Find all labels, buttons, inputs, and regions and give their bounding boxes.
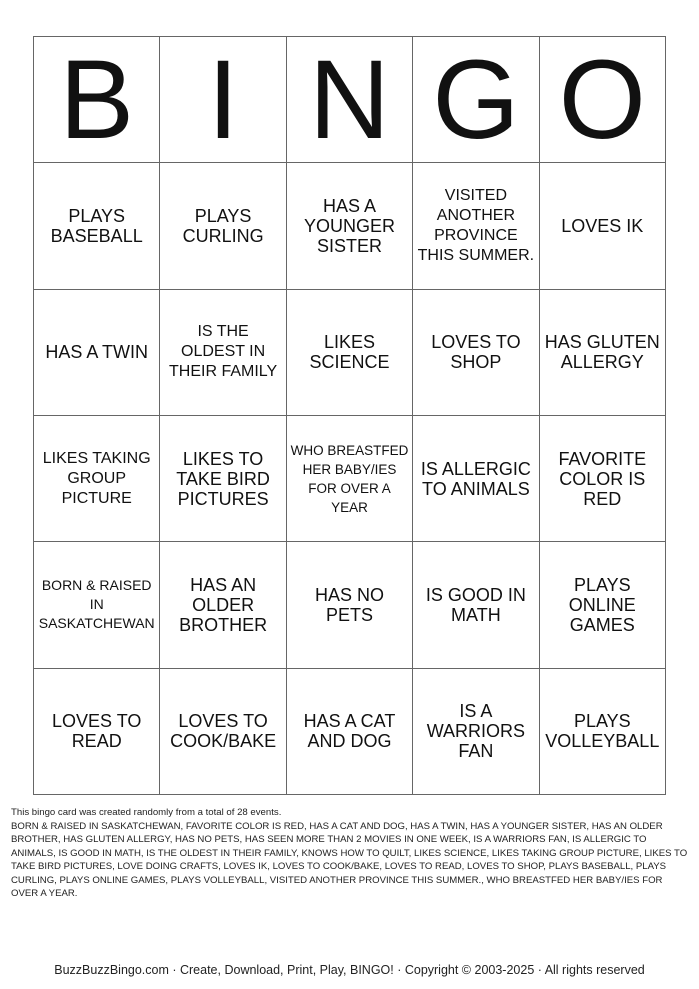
- bingo-cell: HAS A CAT AND DOG: [287, 669, 413, 795]
- bingo-cell: LIKES TO TAKE BIRD PICTURES: [160, 416, 286, 542]
- bingo-cell: HAS NO PETS: [287, 542, 413, 668]
- bingo-cell: LOVES IK: [540, 163, 666, 289]
- bingo-cell: VISITED ANOTHER PROVINCE THIS SUMMER.: [413, 163, 539, 289]
- bingo-cell: IS THE OLDEST IN THEIR FAMILY: [160, 290, 286, 416]
- bingo-cell: IS A WARRIORS FAN: [413, 669, 539, 795]
- bingo-cell: PLAYS BASEBALL: [34, 163, 160, 289]
- bingo-cell: LOVES TO READ: [34, 669, 160, 795]
- bingo-cell: IS ALLERGIC TO ANIMALS: [413, 416, 539, 542]
- bingo-cell: HAS GLUTEN ALLERGY: [540, 290, 666, 416]
- bingo-cell: LIKES SCIENCE: [287, 290, 413, 416]
- bingo-cell: LOVES TO COOK/BAKE: [160, 669, 286, 795]
- bingo-card: [33, 36, 666, 795]
- header-letter-g: G: [413, 37, 539, 163]
- bingo-cell: PLAYS ONLINE GAMES: [540, 542, 666, 668]
- bingo-cell: WHO BREASTFED HER BABY/IES FOR OVER A YEAR: [287, 416, 413, 542]
- bingo-cell: LOVES TO SHOP: [413, 290, 539, 416]
- bingo-cell: FAVORITE COLOR IS RED: [540, 416, 666, 542]
- header-letter-b: B: [34, 37, 160, 163]
- bingo-cell: IS GOOD IN MATH: [413, 542, 539, 668]
- bingo-cell: HAS A YOUNGER SISTER: [287, 163, 413, 289]
- bingo-cell: BORN & RAISED IN SASKATCHEWAN: [34, 542, 160, 668]
- header-letter-n: N: [287, 37, 413, 163]
- footnote-events: BORN & RAISED IN SASKATCHEWAN, FAVORITE COLOR IS RED, HAS A CAT AND DOG, HAS A TWIN, HAS A YOUNGER SISTER, HAS AN OLDER BROTHER, HAS GLUTEN ALLERGY, HAS NO PETS, HAS SEEN MORE THAN 2 MOVIES IN ONE WEEK, IS A WARRIORS FAN, IS ALLERGIC TO ANIMALS, IS GOOD IN MATH, IS THE OLDEST IN THEIR FAMILY, KNOWS HOW TO QUILT, LIKES SCIENCE, LIKES TAKING GROUP PICTURE, LIKES TO TAKE BIRD PICTURES, LOVE DOING CRAFTS, LOVES IK, LOVES TO COOK/BAKE, LOVES TO READ, LOVES TO SHOP, PLAYS BASEBALL, PLAYS CURLING, PLAYS ONLINE GAMES, PLAYS VOLLEYBALL, VISITED ANOTHER PROVINCE THIS SUMMER., WHO BREASTFED HER BABY/IES FOR OVER A YEAR.: [11, 820, 688, 899]
- header-letter-o: O: [540, 37, 666, 163]
- event-list-footnote: [11, 806, 691, 901]
- bingo-cell: HAS A TWIN: [34, 290, 160, 416]
- bingo-cell: LIKES TAKING GROUP PICTURE: [34, 416, 160, 542]
- bingo-cell: HAS AN OLDER BROTHER: [160, 542, 286, 668]
- bingo-cell: PLAYS VOLLEYBALL: [540, 669, 666, 795]
- header-letter-i: I: [160, 37, 286, 163]
- bingo-cell: PLAYS CURLING: [160, 163, 286, 289]
- site-footer: BuzzBuzzBingo.com · Create, Download, Print, Play, BINGO! · Copyright © 2003-2025 · All rights reserved: [54, 963, 645, 977]
- footnote-intro: This bingo card was created randomly from a total of 28 events.: [11, 807, 282, 818]
